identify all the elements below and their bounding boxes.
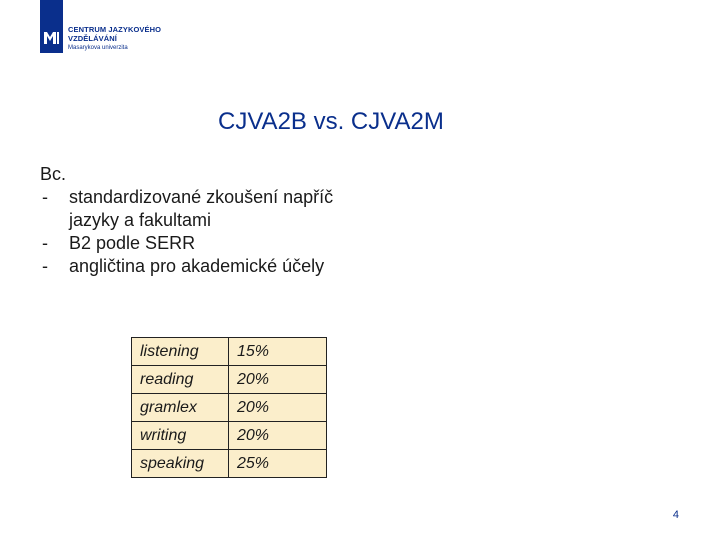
- slide-title: CJVA2B vs. CJVA2M: [218, 108, 444, 135]
- logo-text: [68, 25, 161, 53]
- weight-cell: 20%: [229, 366, 327, 394]
- bullet-item: [40, 255, 340, 278]
- weight-cell: 25%: [229, 450, 327, 478]
- weight-cell: 20%: [229, 394, 327, 422]
- content-heading: Bc.: [40, 164, 67, 184]
- bullet-dash: -: [42, 256, 48, 276]
- bullet-item: [40, 186, 340, 232]
- skill-cell: gramlex: [132, 394, 229, 422]
- page-number: 4: [672, 509, 679, 521]
- bullet-dash: -: [42, 233, 48, 253]
- logo-line-2: VZDĚLÁVÁNÍ: [68, 34, 117, 43]
- logo-line-3: Masarykova univerzita: [68, 45, 128, 51]
- logo-line-1: CENTRUM JAZYKOVÉHO: [68, 25, 162, 34]
- university-logo-icon: [40, 0, 63, 53]
- bullet-dash: -: [42, 187, 48, 207]
- skill-cell: speaking: [132, 450, 229, 478]
- skill-cell: listening: [132, 338, 229, 366]
- bullet-item: [40, 232, 340, 255]
- bullet-text: standardizované zkoušení napříč jazyky a fakultami: [69, 187, 334, 230]
- bullet-text: B2 podle SERR: [69, 233, 196, 253]
- bullet-text: angličtina pro akademické účely: [69, 256, 325, 276]
- table-row: [132, 338, 327, 366]
- skill-weights-table: [131, 337, 327, 478]
- weight-cell: 15%: [229, 338, 327, 366]
- logo: [40, 0, 161, 53]
- skill-cell: reading: [132, 366, 229, 394]
- table-row: [132, 366, 327, 394]
- table-row: [132, 450, 327, 478]
- weight-cell: 20%: [229, 422, 327, 450]
- table-row: [132, 394, 327, 422]
- slide-content: [40, 163, 340, 278]
- skill-cell: writing: [132, 422, 229, 450]
- table-row: [132, 422, 327, 450]
